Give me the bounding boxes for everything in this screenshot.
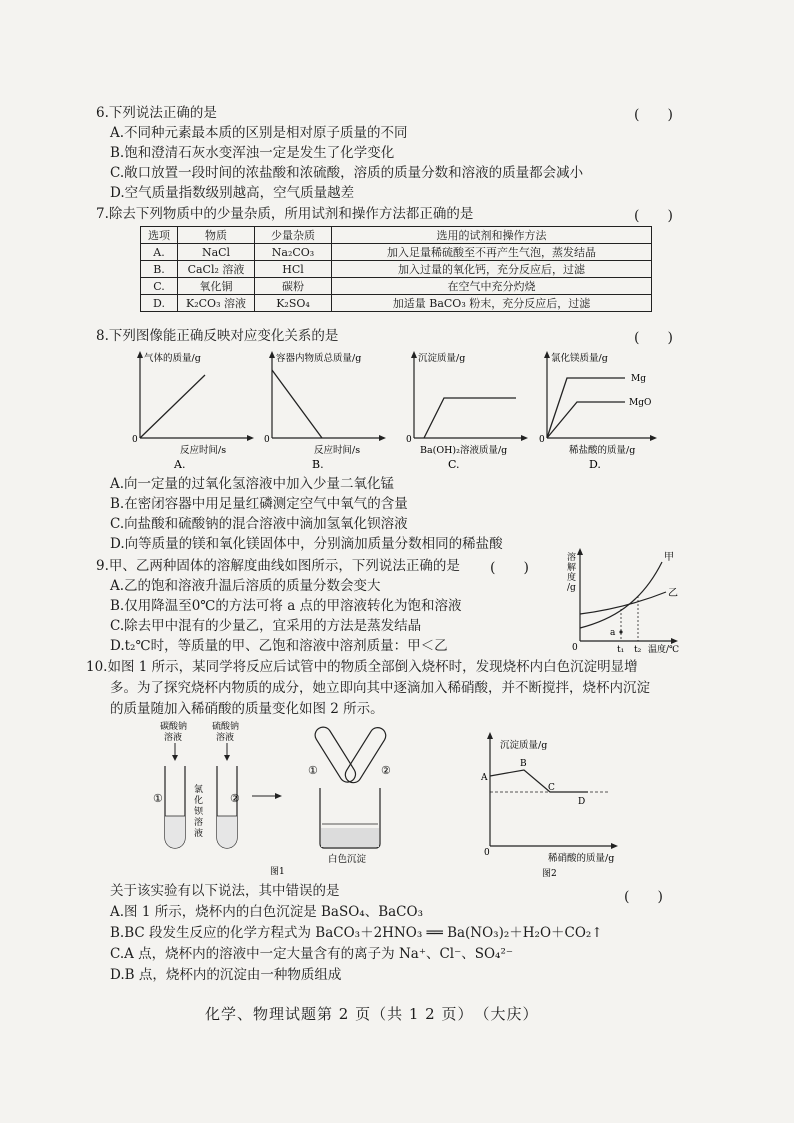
graph-origin: 0 [132,435,138,445]
graph-letter: C. [448,458,460,471]
table-row [141,278,652,295]
graph-origin: 0 [484,848,490,858]
fig2-caption: 图2 [542,869,557,879]
graph-letter: B. [312,458,324,471]
q10-option-c: C.A 点，烧杯内的溶液中一定大量含有的离子为 Na⁺、Cl⁻、SO₄²⁻ [110,946,513,962]
table-row [141,261,652,278]
q8-option-c: C.向盐酸和硫酸钠的混合溶液中滴加氢氧化钡溶液 [110,516,408,532]
q10-figure-2 [478,730,628,880]
q9-answer-paren: ( ) [490,560,529,576]
graph-ylabel-char: 解 [567,563,577,573]
graph-ylabel: 气体的质量/g [144,353,201,364]
q7-stem: 7.除去下列物质中的少量杂质，所用试剂和操作方法都正确的是 [96,206,474,222]
graph-letter: D. [589,458,601,471]
table-header: 物质 [178,227,255,244]
graph-xlabel: 温度/℃ [648,645,680,655]
graph-ylabel: 容器内物质总质量/g [276,353,362,364]
q8-option-a: A.向一定量的过氧化氢溶液中加入少量二氧化锰 [110,476,395,492]
q10-stem-line-1: 10.如图 1 所示，某同学将反应后试管中的物质全部倒入烧杯时，发现烧杯内白色沉淀明显增 [86,659,638,675]
table-header-row [141,227,652,244]
point-c: C [548,783,555,793]
tick-t1: t₁ [617,645,625,655]
graph-origin: 0 [539,435,545,445]
side-label-char: 化 [194,796,204,806]
table-cell: B. [141,261,178,278]
q8-graph-b [262,350,387,470]
table-cell: 在空气中充分灼烧 [332,278,652,295]
q6-option-d: D.空气质量指数级别越高，空气质量越差 [110,185,355,201]
q8-graph-a [130,350,255,470]
beaker-label: 白色沉淀 [328,854,367,865]
q6-option-a: A.不同种元素最本质的区别是相对原子质量的不同 [110,125,408,141]
graph-ylabel-char: /g [567,583,576,593]
q10-sub-stem: 关于该实验有以下说法，其中错误的是 [110,883,340,899]
q6-answer-paren: ( ) [634,107,673,123]
graph-xlabel: 稀盐酸的质量/g [569,445,636,456]
q10-figure-1 [150,716,400,878]
series-label-jia: 甲 [664,552,674,563]
table-cell: 加入足量稀硫酸至不再产生气泡，蒸发结晶 [332,244,652,261]
table-row [141,295,652,312]
graph-origin: 0 [406,435,412,445]
graph-origin: 0 [264,435,270,445]
q10-stem-line-2: 多。为了探究烧杯内物质的成分，她立即向其中逐滴加入稀硝酸，并不断搅拌，烧杯内沉淀 [110,680,650,696]
q10-option-a: A.图 1 所示，烧杯内的白色沉淀是 BaSO₄、BaCO₃ [110,904,423,920]
table-cell: K₂SO₄ [255,295,332,312]
series-label-yi: 乙 [668,588,678,599]
tube2-mark: ② [230,792,240,805]
q10-stem-line-3: 的质量随加入稀硝酸的质量变化如图 2 所示。 [110,701,384,717]
side-label-char: 溶 [194,818,204,828]
graph-origin: 0 [572,643,578,653]
graph-ylabel-char: 溶 [567,553,577,563]
side-label-char: 液 [194,829,204,839]
q9-option-a: A.乙的饱和溶液升温后溶质的质量分数会变大 [110,578,381,594]
table-cell: NaCl [178,244,255,261]
q6-stem: 6.下列说法正确的是 [96,105,217,121]
q10-answer-paren: ( ) [624,889,663,905]
fig1-mark-1: ① [308,764,318,777]
tube2-label: 溶液 [216,733,235,743]
table-header: 少量杂质 [255,227,332,244]
table-cell: 加适量 BaCO₃ 粉末，充分反应后，过滤 [332,295,652,312]
table-header: 选用的试剂和操作方法 [332,227,652,244]
table-cell: D. [141,295,178,312]
q8-answer-paren: ( ) [634,330,673,346]
graph-xlabel: Ba(OH)₂溶液质量/g [420,445,508,456]
fig1-mark-2: ② [381,764,391,777]
table-cell: 氧化铜 [178,278,255,295]
table-cell: 加入过量的氧化钙，充分反应后，过滤 [332,261,652,278]
table-row [141,244,652,261]
point-a: A [481,773,488,783]
table-cell: A. [141,244,178,261]
q8-stem: 8.下列图像能正确反映对应变化关系的是 [96,328,339,344]
table-cell: 碳粉 [255,278,332,295]
q10-option-b: B.BC 段发生反应的化学方程式为 BaCO₃＋2HNO₃ ══ Ba(NO₃)₂＋H₂O＋CO₂↑ [110,925,603,941]
graph-xlabel: 稀硝酸的质量/g [548,853,615,864]
table-cell: Na₂CO₃ [255,244,332,261]
q9-option-d: D.t₂℃时，等质量的甲、乙饱和溶液中溶剂质量：甲＜乙 [110,638,448,654]
q9-option-b: B.仅用降温至0℃的方法可将 a 点的甲溶液转化为饱和溶液 [110,598,462,614]
tube1-label: 碳酸钠 [160,722,188,732]
graph-xlabel: 反应时间/s [314,445,361,456]
table-cell: K₂CO₃ 溶液 [178,295,255,312]
tube1-mark: ① [153,792,163,805]
series-label-mgo: MgO [629,398,652,408]
q6-option-c: C.敞口放置一段时间的浓盐酸和浓硫酸，溶质的质量分数和溶液的质量都会减小 [110,165,584,181]
q7-answer-paren: ( ) [634,208,673,224]
tick-t2: t₂ [634,645,642,655]
graph-ylabel: 沉淀质量/g [418,353,466,364]
page-footer: 化学、物理试题第 2 页（共 1 2 页） （大庆） [205,1005,539,1023]
graph-letter: A. [174,458,186,471]
side-label-char: 钡 [194,807,204,817]
point-d: D [578,797,586,807]
graph-ylabel-char: 度 [567,573,577,583]
graph-xlabel: 反应时间/s [180,445,227,456]
series-label-mg: Mg [631,374,646,384]
q10-option-d: D.B 点，烧杯内的沉淀由一种物质组成 [110,967,342,983]
graph-ylabel: 氯化镁质量/g [551,353,608,364]
q9-stem: 9.甲、乙两种固体的溶解度曲线如图所示，下列说法正确的是 [96,558,460,574]
table-cell: C. [141,278,178,295]
table-cell: CaCl₂ 溶液 [178,261,255,278]
graph-ylabel: 沉淀质量/g [500,740,548,751]
q6-option-b: B.饱和澄清石灰水变浑浊一定是发生了化学变化 [110,145,395,161]
table-cell: HCl [255,261,332,278]
point-b: B [520,759,527,769]
q8-graph-c [404,350,529,470]
q9-solubility-graph [566,546,690,656]
q7-table [140,226,652,312]
side-label-char: 氯 [194,785,204,795]
tube1-label: 溶液 [164,733,183,743]
q8-option-b: B.在密闭容器中用足量红磷测定空气中氧气的含量 [110,496,408,512]
q8-option-d: D.向等质量的镁和氧化镁固体中，分别滴加质量分数相同的稀盐酸 [110,536,503,552]
table-header: 选项 [141,227,178,244]
tube2-label: 硫酸钠 [212,722,240,732]
q9-option-c: C.除去甲中混有的少量乙，宜采用的方法是蒸发结晶 [110,618,422,634]
point-a-label: a [610,628,616,638]
q8-graph-d [537,350,672,470]
fig1-caption: 图1 [270,867,285,877]
